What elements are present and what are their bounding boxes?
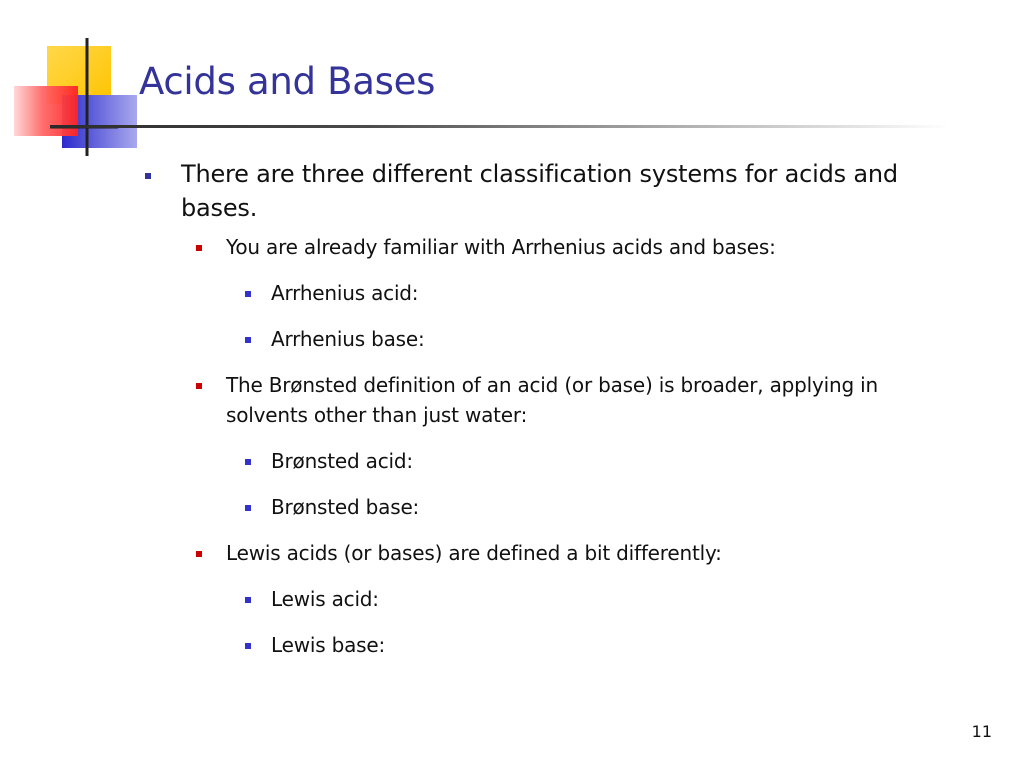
bullet-item-level3: [271, 492, 971, 522]
bullet-item-level3: [271, 446, 971, 476]
bullet-item-level3: [271, 630, 971, 660]
bullet-square-icon: [196, 551, 202, 557]
slide-title: Acids and Bases: [139, 60, 436, 103]
bullet-text: Lewis base:: [271, 633, 386, 657]
bullet-item-level2: [226, 370, 996, 430]
bullet-text: Lewis acid:: [271, 587, 379, 611]
bullet-item-level1: [181, 157, 981, 225]
bullet-text: Arrhenius acid:: [271, 281, 419, 305]
bullet-item-level3: [271, 584, 971, 614]
bullet-square-icon: [245, 459, 251, 465]
bullet-item-level3: [271, 324, 971, 354]
bullet-text-line1: There are three different classification systems for acids and: [181, 160, 898, 188]
bullet-item-level3: [271, 278, 971, 308]
bullet-text-line2: bases.: [181, 194, 258, 222]
bullet-square-icon: [245, 643, 251, 649]
bullet-square-icon: [245, 505, 251, 511]
bullet-text-line2: solvents other than just water:: [226, 403, 528, 427]
bullet-text: Brønsted base:: [271, 495, 420, 519]
bullet-square-icon: [245, 337, 251, 343]
bullet-square-icon: [245, 291, 251, 297]
bullet-item-level2: [226, 538, 996, 568]
bullet-text: Brønsted acid:: [271, 449, 413, 473]
bullet-text: You are already familiar with Arrhenius acids and bases:: [226, 235, 776, 259]
bullet-text: Arrhenius base:: [271, 327, 425, 351]
bullet-square-icon: [196, 245, 202, 251]
slide-number: 11: [971, 722, 992, 741]
bullet-square-icon: [145, 173, 151, 179]
bullet-text: Lewis acids (or bases) are defined a bit differently:: [226, 541, 722, 565]
bullet-text-line1: The Brønsted definition of an acid (or base) is broader, applying in: [226, 373, 878, 397]
bullet-square-icon: [196, 383, 202, 389]
bullet-item-level2: [226, 232, 996, 262]
bullet-square-icon: [245, 597, 251, 603]
